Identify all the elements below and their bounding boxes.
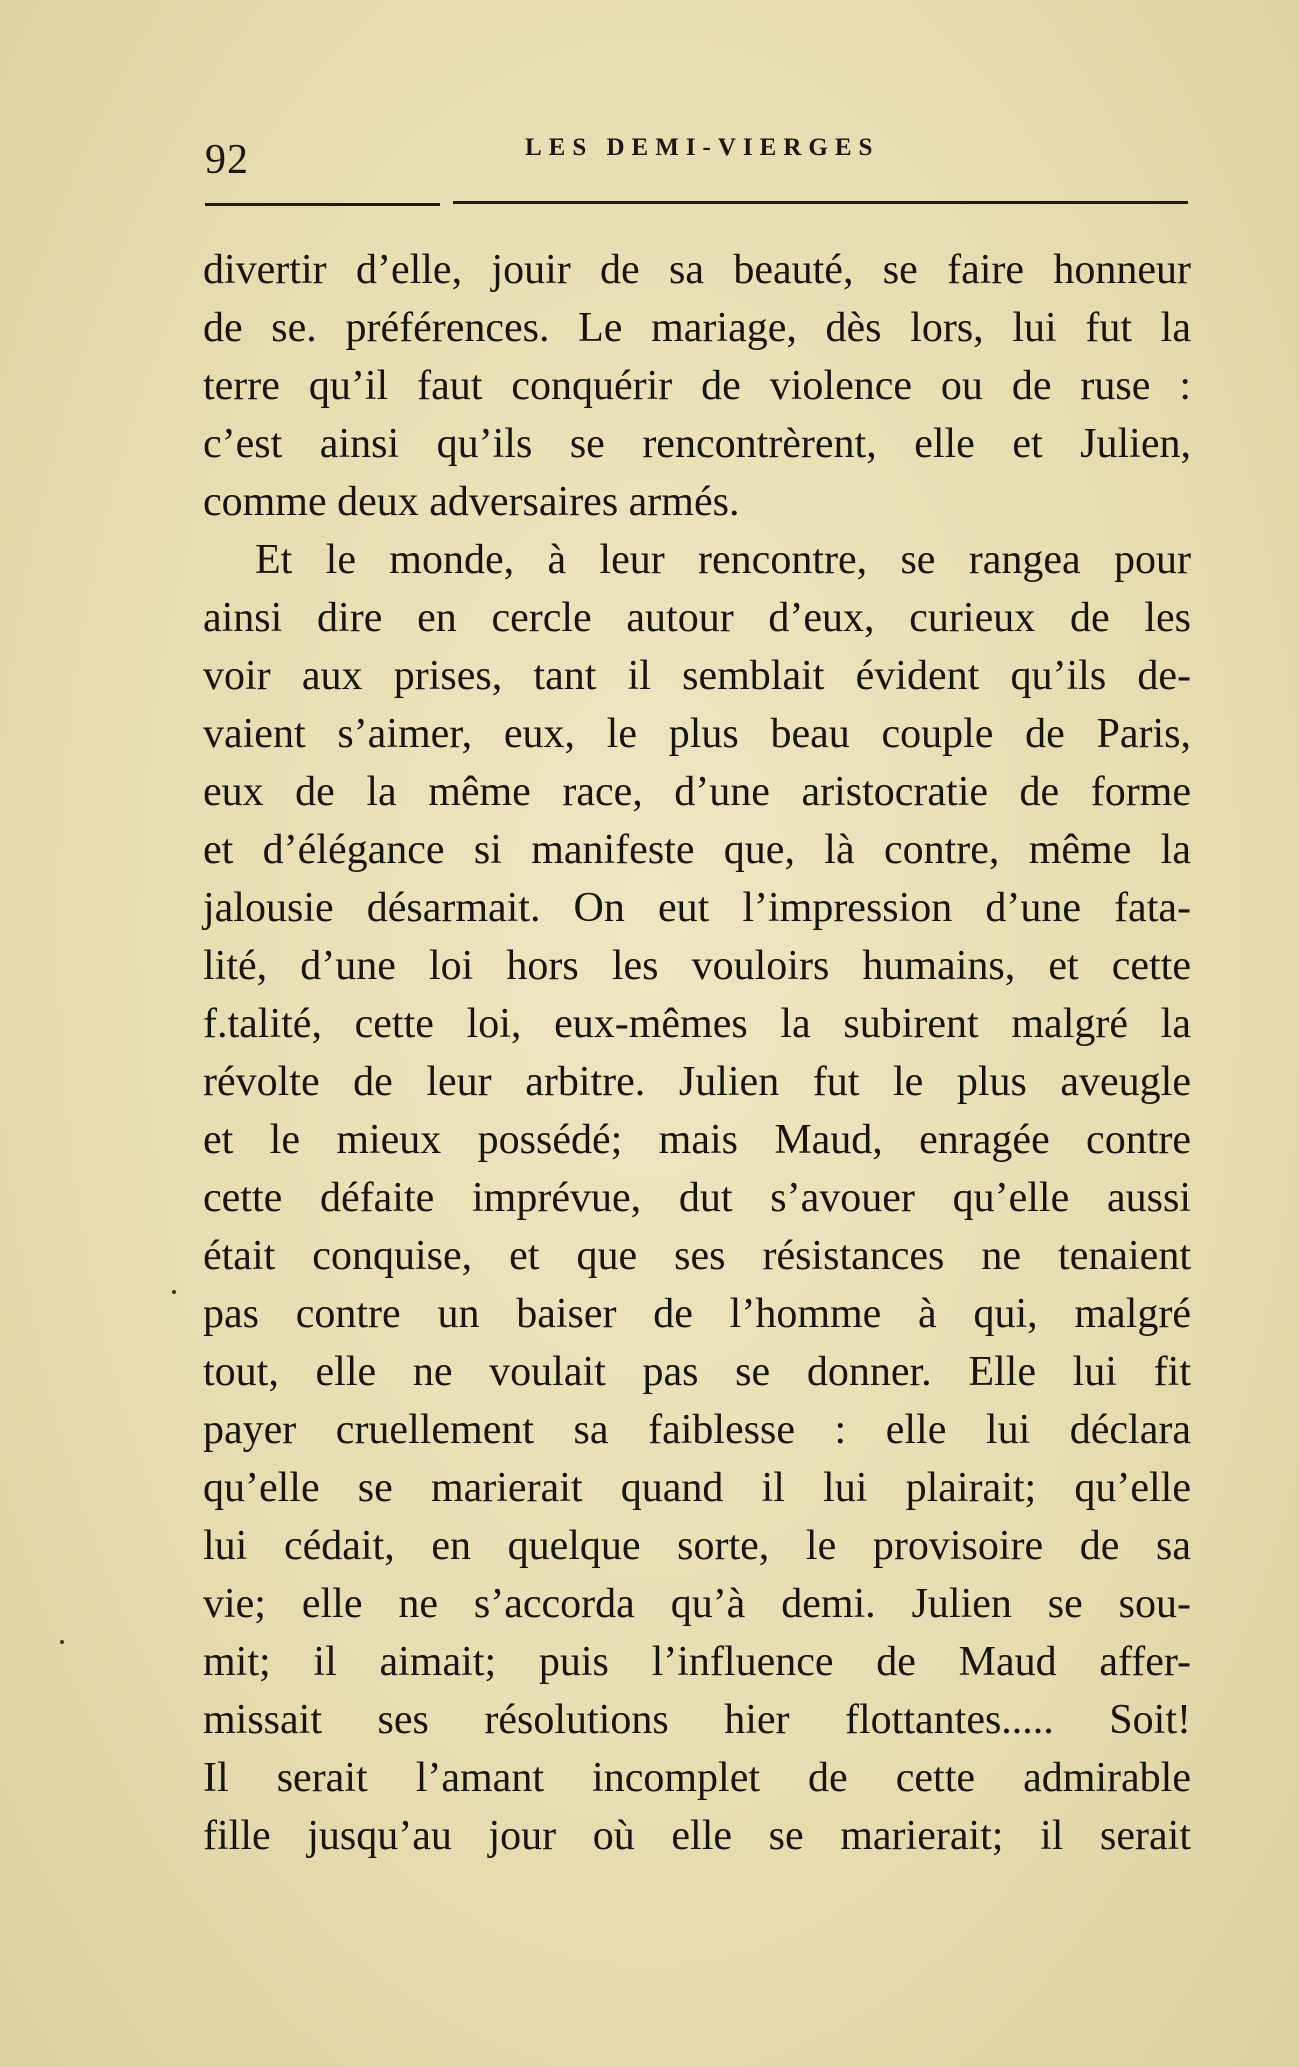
- text-line: lui cédait, en quelque sorte, le provisoire de sa: [203, 1523, 1191, 1569]
- text-line: et d’élégance si manifeste que, là contre, même la: [203, 827, 1191, 873]
- text-line: missait ses résolutions hier flottantes..... Soit!: [203, 1697, 1191, 1743]
- text-line: de se. préférences. Le mariage, dès lors, lui fut la: [203, 305, 1191, 351]
- header-rule-left: [205, 203, 440, 206]
- header-rule-right: [453, 201, 1188, 204]
- text-line: vaient s’aimer, eux, le plus beau couple de Paris,: [203, 711, 1191, 757]
- text-line: payer cruellement sa faiblesse : elle lui déclara: [203, 1407, 1191, 1453]
- text-line: voir aux prises, tant il semblait évident qu’ils de-: [203, 653, 1191, 699]
- text-line: f.talité, cette loi, eux-mêmes la subirent malgré la: [203, 1001, 1191, 1047]
- text-line: cette défaite imprévue, dut s’avouer qu’elle aussi: [203, 1175, 1191, 1221]
- paper-speck: [172, 1290, 176, 1294]
- text-line: tout, elle ne voulait pas se donner. Elle lui fit: [203, 1349, 1191, 1395]
- text-line: mit; il aimait; puis l’influence de Maud affer-: [203, 1639, 1191, 1685]
- paragraph-start-line: Et le monde, à leur rencontre, se rangea pour: [255, 537, 1191, 583]
- text-line: terre qu’il faut conquérir de violence ou de ruse :: [203, 363, 1191, 409]
- text-line: était conquise, et que ses résistances ne tenaient: [203, 1233, 1191, 1279]
- text-line: fille jusqu’au jour où elle se marierait; il serait: [203, 1813, 1191, 1859]
- text-line: Il serait l’amant incomplet de cette admirable: [203, 1755, 1191, 1801]
- text-line: jalousie désarmait. On eut l’impression d’une fata-: [203, 885, 1191, 931]
- text-line: divertir d’elle, jouir de sa beauté, se faire honneur: [203, 247, 1191, 293]
- body-text: [203, 241, 1191, 1865]
- text-line: c’est ainsi qu’ils se rencontrèrent, elle et Julien,: [203, 421, 1191, 467]
- text-line: révolte de leur arbitre. Julien fut le plus aveugle: [203, 1059, 1191, 1105]
- text-line: qu’elle se marierait quand il lui plairait; qu’elle: [203, 1465, 1191, 1511]
- paper-speck: [60, 1640, 64, 1644]
- text-line: ainsi dire en cercle autour d’eux, curieux de les: [203, 595, 1191, 641]
- text-line: vie; elle ne s’accorda qu’à demi. Julien se sou-: [203, 1581, 1191, 1627]
- text-line: et le mieux possédé; mais Maud, enragée contre: [203, 1117, 1191, 1163]
- text-line: pas contre un baiser de l’homme à qui, malgré: [203, 1291, 1191, 1337]
- page-header: [205, 126, 1187, 186]
- running-title: LES DEMI-VIERGES: [525, 134, 880, 161]
- text-line: comme deux adversaires armés.: [203, 479, 740, 525]
- text-line: lité, d’une loi hors les vouloirs humains, et cette: [203, 943, 1191, 989]
- page-number: 92: [205, 137, 249, 183]
- text-line: eux de la même race, d’une aristocratie de forme: [203, 769, 1191, 815]
